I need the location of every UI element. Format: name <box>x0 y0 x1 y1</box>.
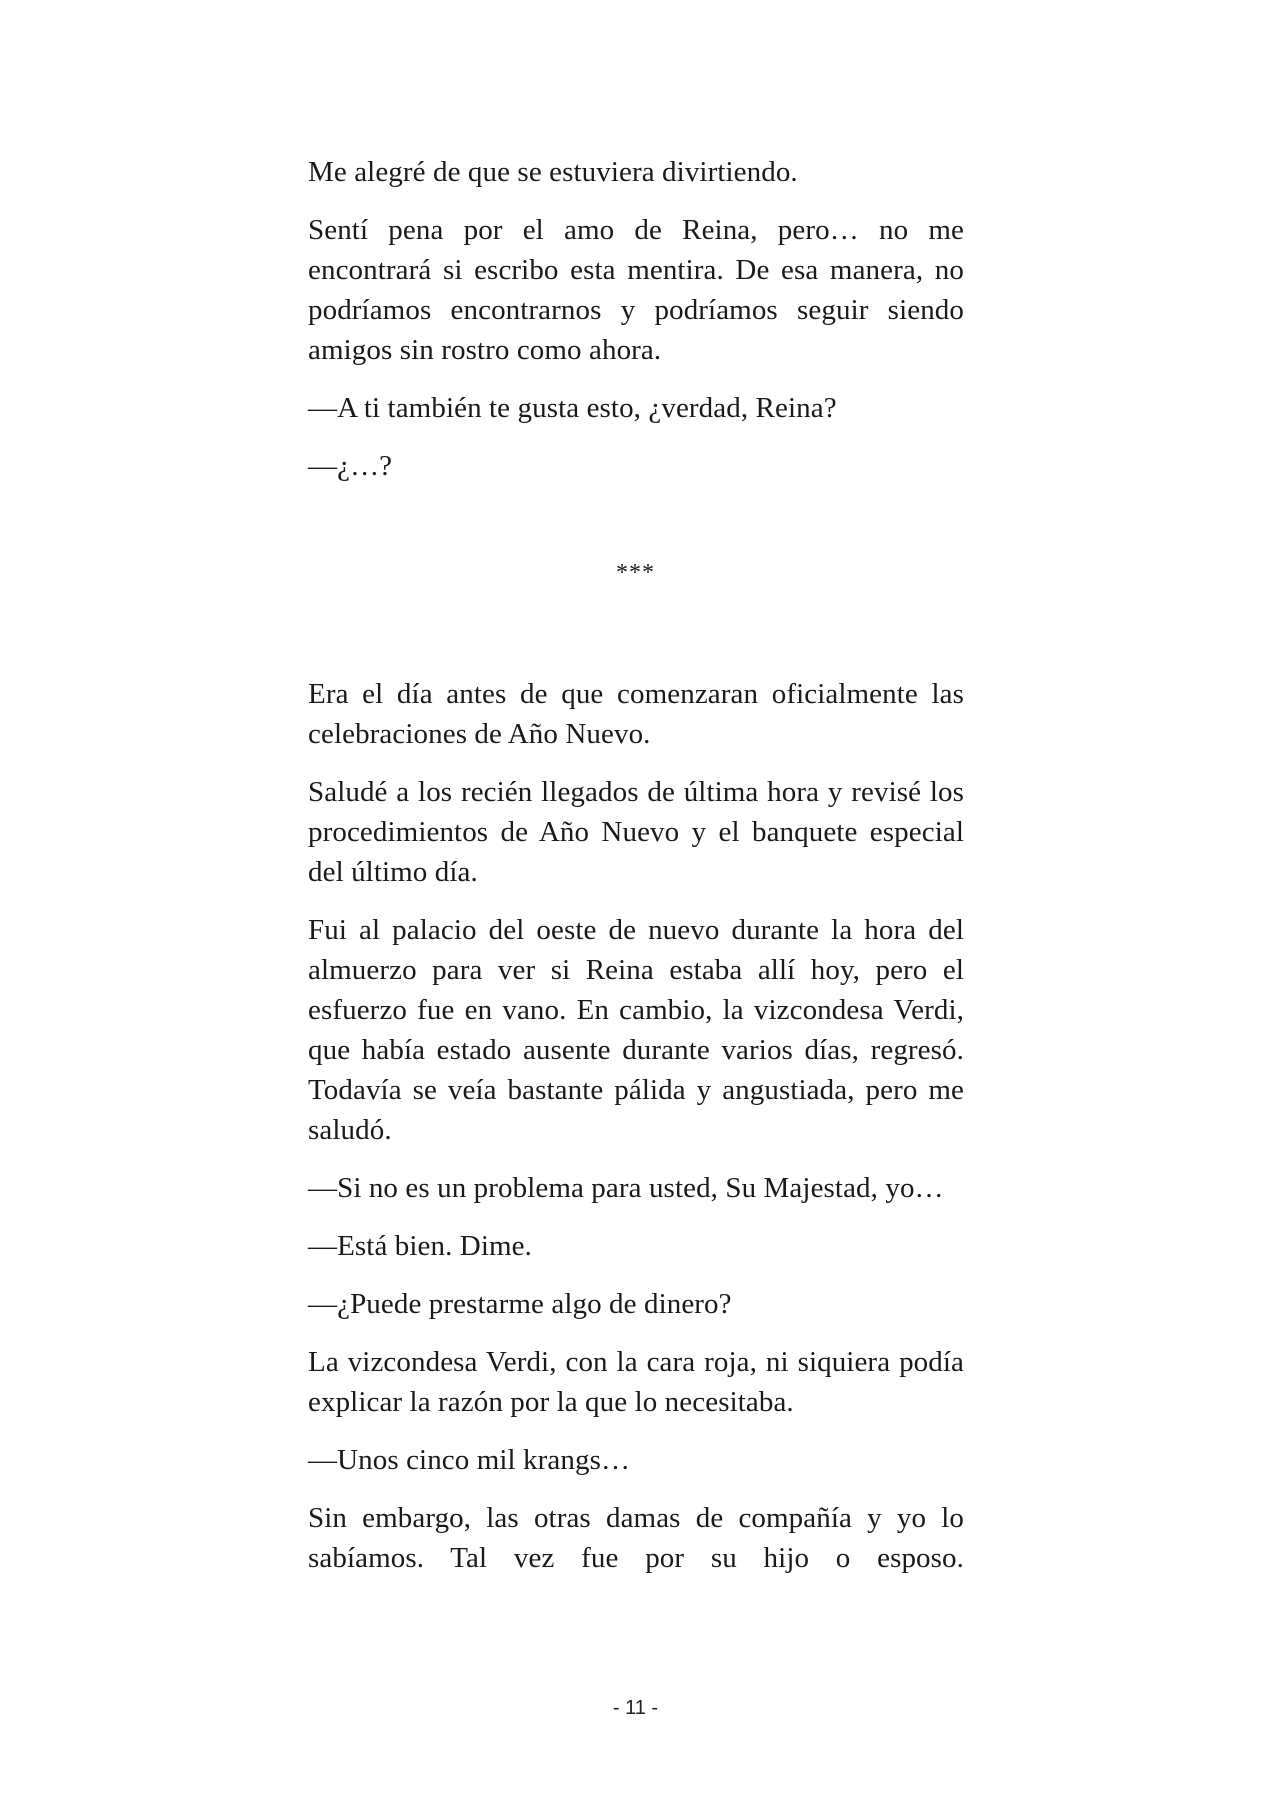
dialogue-line: —Si no es un problema para usted, Su Majestad, yo… <box>308 1172 944 1204</box>
page-number: - 11 - <box>612 1697 659 1719</box>
bottom-text-section <box>308 674 964 1596</box>
dialogue-line: —Unos cinco mil krangs… <box>308 1444 631 1476</box>
paragraph: Sin embargo, las otras damas de compañía y yo lo sabíamos. Tal vez fue por su hijo o esposo. <box>308 1502 964 1574</box>
dialogue-line: —¿…? <box>308 450 393 482</box>
paragraph: Sentí pena por el amo de Reina, pero… no me encontrará si escribo esta mentira. De esa manera, no podríamos encontrarnos y podríamos seguir siendo amigos sin rostro como ahora. <box>308 214 964 366</box>
scene-break: *** <box>616 560 655 586</box>
paragraph: Era el día antes de que comenzaran oficialmente las celebraciones de Año Nuevo. <box>308 678 964 750</box>
dialogue-line: —¿Puede prestarme algo de dinero? <box>308 1288 732 1320</box>
top-text-section <box>308 152 964 504</box>
paragraph: Saludé a los recién llegados de última hora y revisé los procedimientos de Año Nuevo y el banquete especial del último día. <box>308 776 964 888</box>
paragraph: Me alegré de que se estuviera divirtiendo. <box>308 156 798 188</box>
paragraph: La vizcondesa Verdi, con la cara roja, ni siquiera podía explicar la razón por la que lo necesitaba. <box>308 1346 964 1418</box>
dialogue-line: —Está bien. Dime. <box>308 1230 532 1262</box>
paragraph: Fui al palacio del oeste de nuevo durante la hora del almuerzo para ver si Reina estaba allí hoy, pero el esfuerzo fue en vano. En cambio, la vizcondesa Verdi, que había estado ausente durante varios días, regresó. Todavía se veía bastante pálida y angustiada, pero me saludó. <box>308 914 964 1146</box>
dialogue-line: —A ti también te gusta esto, ¿verdad, Reina? <box>308 392 837 424</box>
